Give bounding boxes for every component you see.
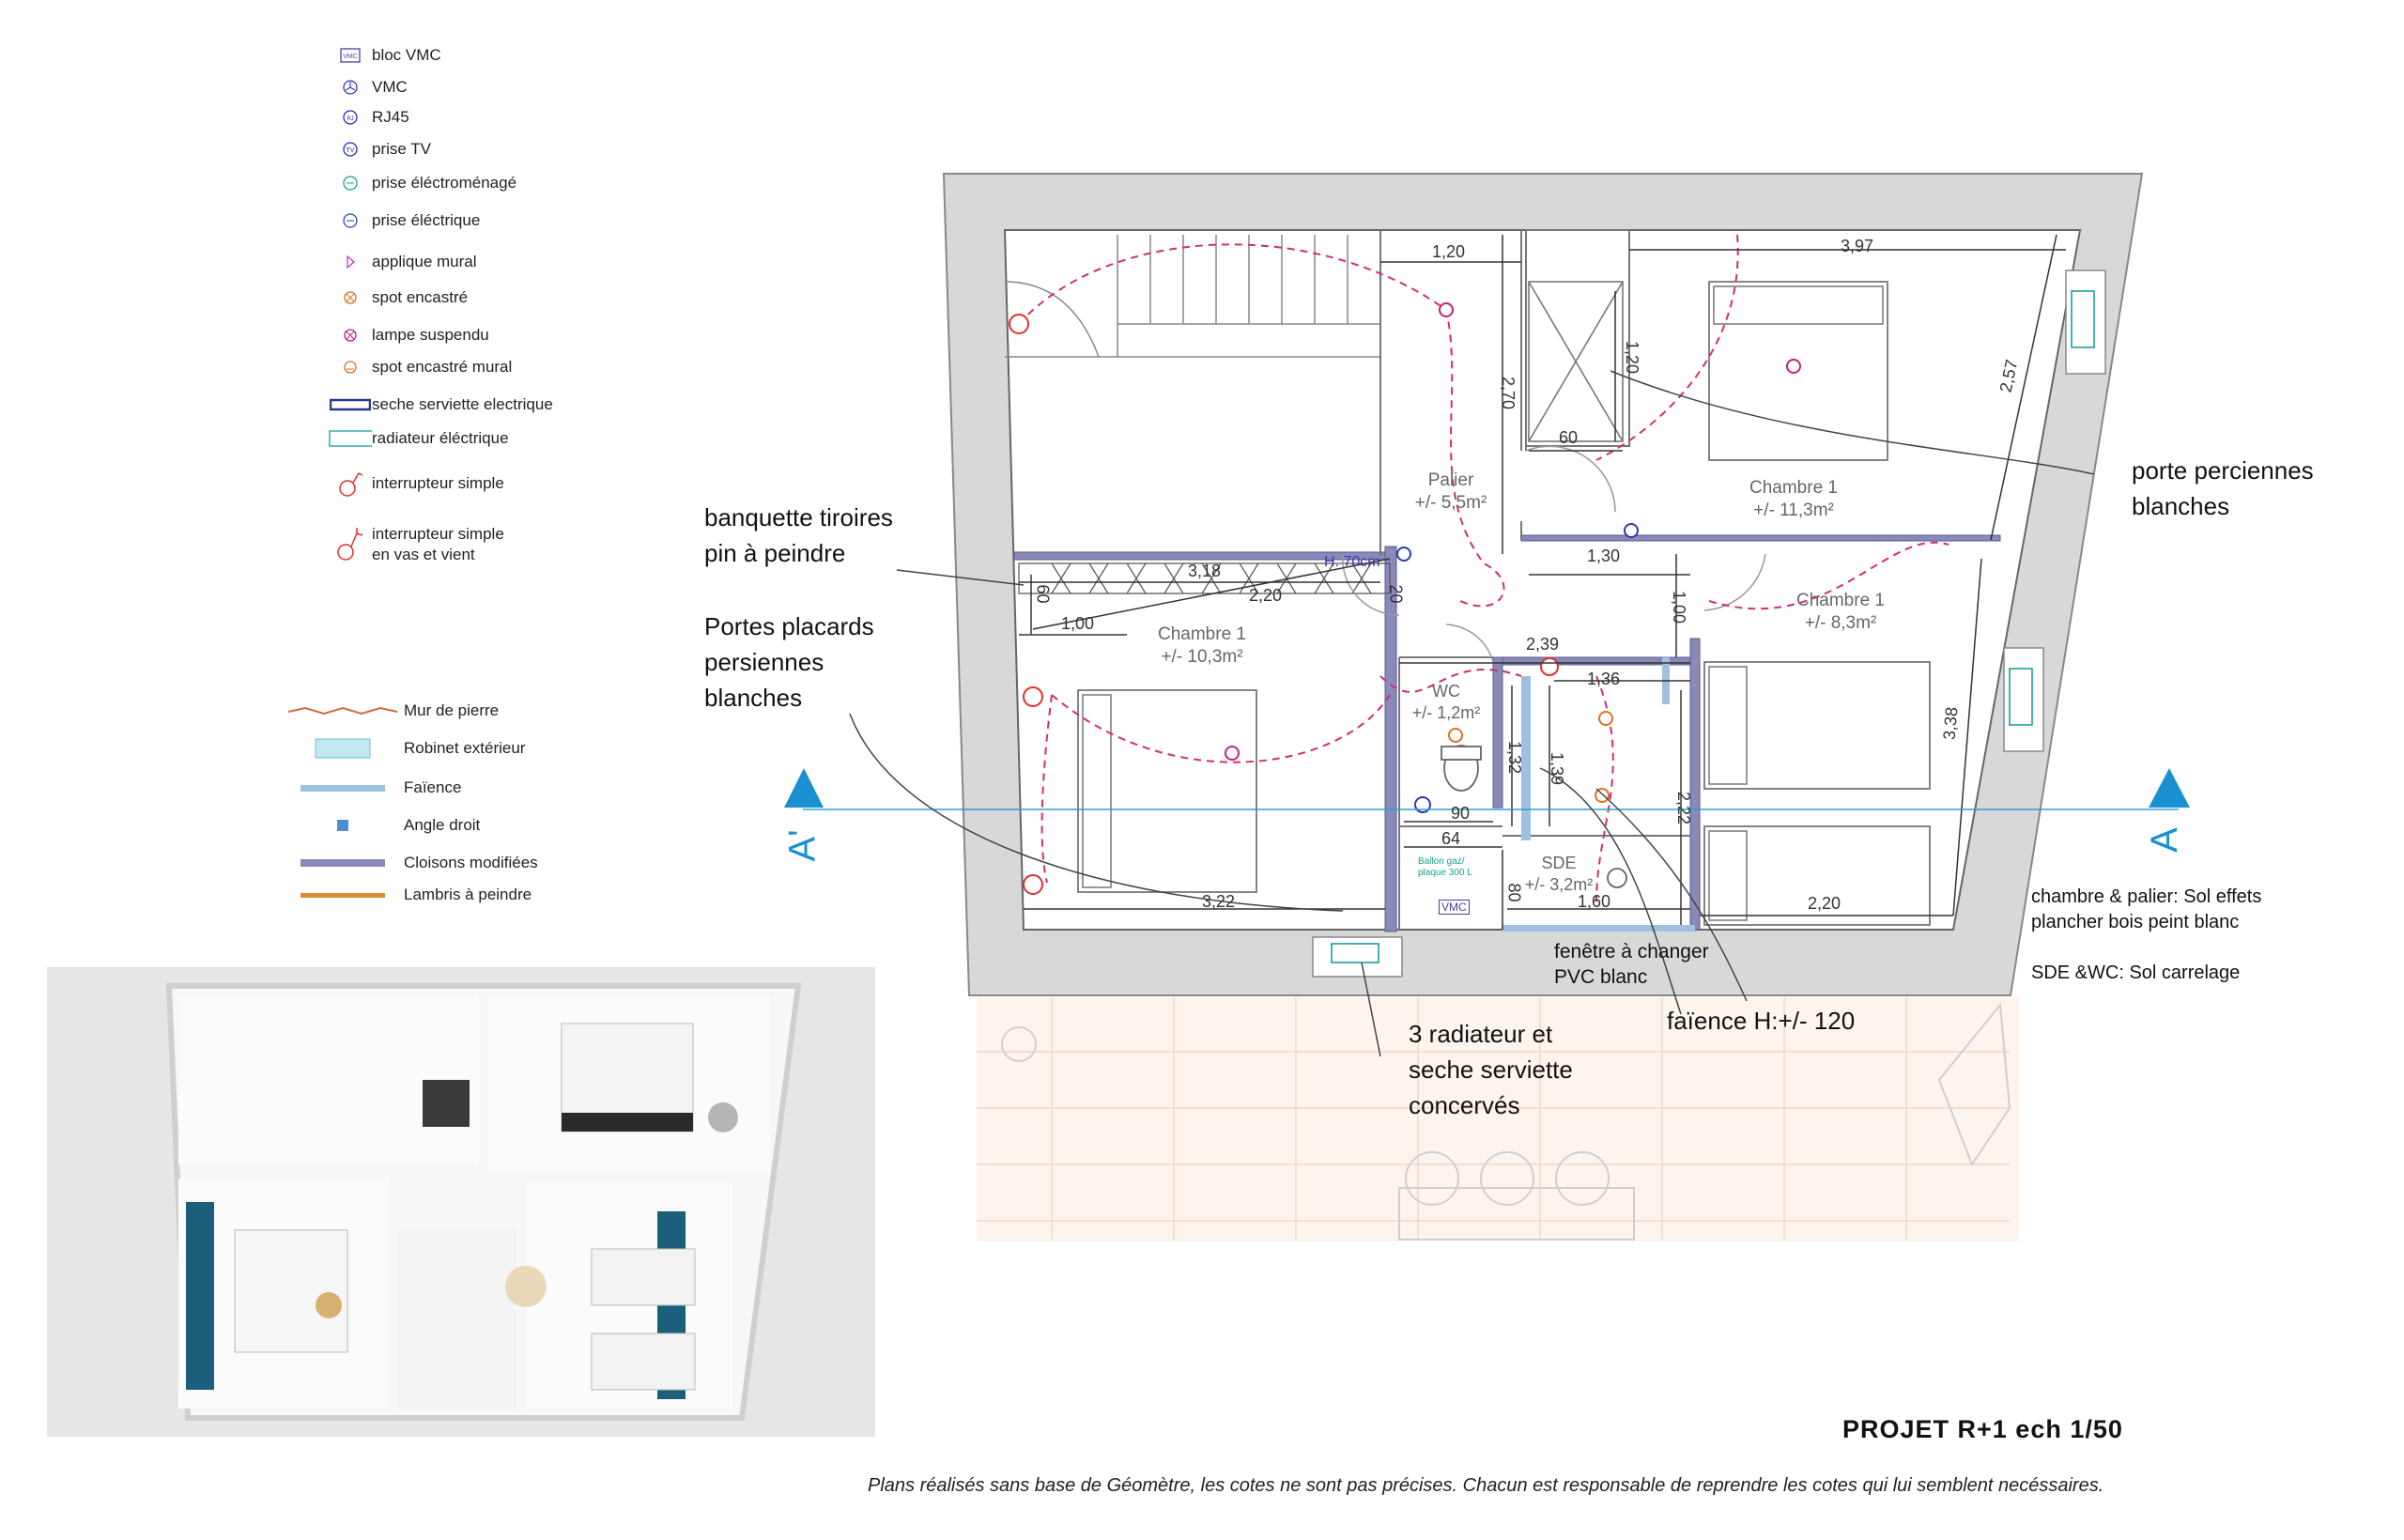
- legend-row: [329, 207, 480, 235]
- dim-label: 2,22: [1674, 791, 1694, 825]
- legend-label: radiateur éléctrique: [372, 429, 509, 447]
- dim-label: 3,97: [1841, 237, 1874, 255]
- legend-label: Cloisons modifiées: [404, 854, 538, 871]
- legend-row: [329, 522, 504, 567]
- dim-label: 64: [1441, 829, 1461, 848]
- electric-outlet-icon: [329, 208, 372, 233]
- legend-row: [329, 321, 489, 349]
- height-tag: H. 70cm: [1324, 554, 1380, 570]
- legend-label: prise éléctroménagé: [372, 174, 517, 192]
- dim-label: 2,20: [1249, 586, 1283, 605]
- outdoor-tap-icon: [282, 736, 404, 761]
- dim-label: 2,70: [1499, 376, 1518, 410]
- legend-label: interrupteur simple en vas et vient: [372, 525, 504, 563]
- pendant-lamp-icon: [329, 323, 372, 347]
- room-chambre-top: [1718, 477, 1869, 522]
- dim-label: 2,57: [1996, 358, 2022, 394]
- legend-row: [329, 169, 516, 197]
- section-arrow-left: [784, 768, 824, 808]
- room-palier: [1385, 470, 1517, 515]
- dim-label: 1,36: [1587, 670, 1621, 688]
- legend-row: [282, 809, 480, 841]
- annotation-sols: chambre & palier: Sol effets plancher bois peint blanc SDE &WC: Sol carrelage: [2031, 886, 2262, 983]
- room-area: +/- 1,2m²: [1411, 703, 1481, 722]
- towel-dryer-icon: [329, 393, 372, 417]
- stone-wall-icon: [282, 699, 404, 723]
- dim-label: 2,20: [1808, 894, 1842, 913]
- dim-label: 60: [1559, 428, 1579, 447]
- dim-label: 1,39: [1548, 751, 1567, 786]
- 3d-render: [47, 967, 875, 1437]
- annotation-radiateur: 3 radiateur et seche serviette concervés: [1409, 1020, 1573, 1119]
- legend-label: VMC: [372, 78, 408, 96]
- legend-row: [329, 41, 441, 69]
- legend-row: [329, 135, 431, 163]
- tiling-icon: [282, 776, 404, 800]
- dim-label: 80: [1504, 883, 1524, 902]
- dim-label: 1,20: [1623, 340, 1642, 375]
- rj45-icon: [329, 105, 372, 130]
- vmc-tag: VMC: [1439, 900, 1470, 915]
- svg-text:TV: TV: [346, 147, 355, 154]
- dim-label: 2,39: [1526, 635, 1560, 654]
- legend-row: [282, 732, 525, 764]
- annotation-portes-placards: Portes placards persiennes blanches: [704, 612, 874, 712]
- legend-row: [282, 772, 461, 804]
- vmc-block-icon: [329, 43, 372, 68]
- right-angle-icon: [282, 813, 404, 838]
- room-name: Chambre 1: [1749, 478, 1838, 498]
- two-way-switch-icon: [329, 532, 372, 557]
- dim-label: 3,38: [1939, 706, 1962, 741]
- recessed-spot-icon: [329, 285, 372, 310]
- paneling-icon: [282, 883, 404, 907]
- legend-label: applique mural: [372, 253, 477, 270]
- legend-label: spot encastré mural: [372, 358, 513, 376]
- wall-light-icon: [329, 250, 372, 274]
- dim-label: 90: [1451, 804, 1471, 823]
- vmc-icon: [329, 75, 372, 100]
- dim-label: 3,22: [1202, 892, 1236, 911]
- legend-label: spot encastré: [372, 288, 469, 306]
- legend-label: prise TV: [372, 140, 431, 158]
- dim-label: 1,20: [1432, 242, 1466, 261]
- room-name: WC: [1432, 682, 1460, 701]
- modified-partition-icon: [282, 851, 404, 875]
- room-area: +/- 11,3m²: [1753, 500, 1834, 520]
- svg-text:VMC: VMC: [343, 54, 358, 60]
- render-image: [47, 967, 875, 1437]
- legend-row: [329, 391, 553, 419]
- room-wc: [1399, 681, 1493, 724]
- drawing-title: PROJET R+1 ech 1/50: [1842, 1415, 2123, 1443]
- room-name: Chambre 1: [1796, 591, 1885, 610]
- boiler-tag: Ballon gaz/ plaque 300 L: [1418, 856, 1472, 878]
- dim-label: 60: [1033, 584, 1053, 604]
- room-area: +/- 8,3m²: [1804, 613, 1877, 633]
- annotation-porte-persiennes: porte perciennes blanches: [2132, 456, 2314, 520]
- legend-row: [282, 695, 499, 727]
- annotation-banquette: banquette tiroires pin à peindre: [704, 503, 893, 567]
- room-name: Palier: [1427, 470, 1474, 490]
- section-arrow-right: [2149, 768, 2190, 808]
- svg-text:RJ: RJ: [347, 116, 354, 122]
- switch-icon: [329, 471, 372, 496]
- legend-row: [329, 284, 468, 312]
- legend-label: lampe suspendu: [372, 326, 489, 344]
- dim-label: 1,00: [1670, 590, 1689, 624]
- appliance-outlet-icon: [329, 171, 372, 195]
- legend-label: Faïence: [404, 778, 462, 796]
- legend-row: [329, 103, 409, 131]
- room-chambre-left: [1127, 624, 1277, 669]
- room-name: Chambre 1: [1158, 624, 1246, 644]
- legend-label: Lambris à peindre: [404, 886, 532, 903]
- legend-row: [282, 879, 532, 911]
- section-label-left: A': [781, 829, 824, 862]
- legend-label: prise éléctrique: [372, 211, 481, 229]
- radiator-icon: [329, 426, 372, 451]
- legend-label: interrupteur simple: [372, 474, 504, 492]
- dim-label: 1,32: [1505, 740, 1525, 775]
- legend-label: Mur de pierre: [404, 701, 500, 719]
- section-label-right: A: [2143, 827, 2185, 853]
- legend-row: [329, 424, 509, 453]
- legend-label: RJ45: [372, 108, 409, 126]
- dim-label: 1,60: [1578, 892, 1611, 911]
- tv-outlet-icon: [329, 137, 372, 162]
- room-chambre-right: [1765, 590, 1916, 635]
- legend-row: [329, 470, 504, 498]
- dim-label: 1,00: [1061, 614, 1095, 633]
- legend-label: Angle droit: [404, 816, 481, 834]
- room-area: +/- 3,2m²: [1524, 875, 1594, 894]
- legend-row: [329, 73, 408, 101]
- legend-label: bloc VMC: [372, 46, 441, 64]
- footer-disclaimer: Plans réalisés sans base de Géomètre, les cotes ne sont pas précises. Chacun est responsable de reprendre les cotes qui lui semblent necéssaires.: [868, 1475, 2104, 1496]
- dim-label: 1,30: [1587, 547, 1621, 565]
- legend-label: seche serviette electrique: [372, 395, 553, 413]
- wall-recessed-spot-icon: [329, 355, 372, 379]
- legend-row: [329, 353, 512, 381]
- room-name: SDE: [1541, 854, 1577, 872]
- dim-label: 20: [1386, 584, 1406, 604]
- dim-label: 3,18: [1188, 562, 1222, 580]
- legend-row: [282, 847, 538, 879]
- annotation-faience: faïence H:+/- 120: [1667, 1007, 1856, 1035]
- legend-row: [329, 248, 477, 276]
- room-area: +/- 5,5m²: [1414, 493, 1487, 513]
- room-area: +/- 10,3m²: [1161, 647, 1243, 667]
- legend-label: Robinet extérieur: [404, 739, 526, 757]
- annotation-fenetre: fenêtre à changer PVC blanc: [1554, 941, 1709, 988]
